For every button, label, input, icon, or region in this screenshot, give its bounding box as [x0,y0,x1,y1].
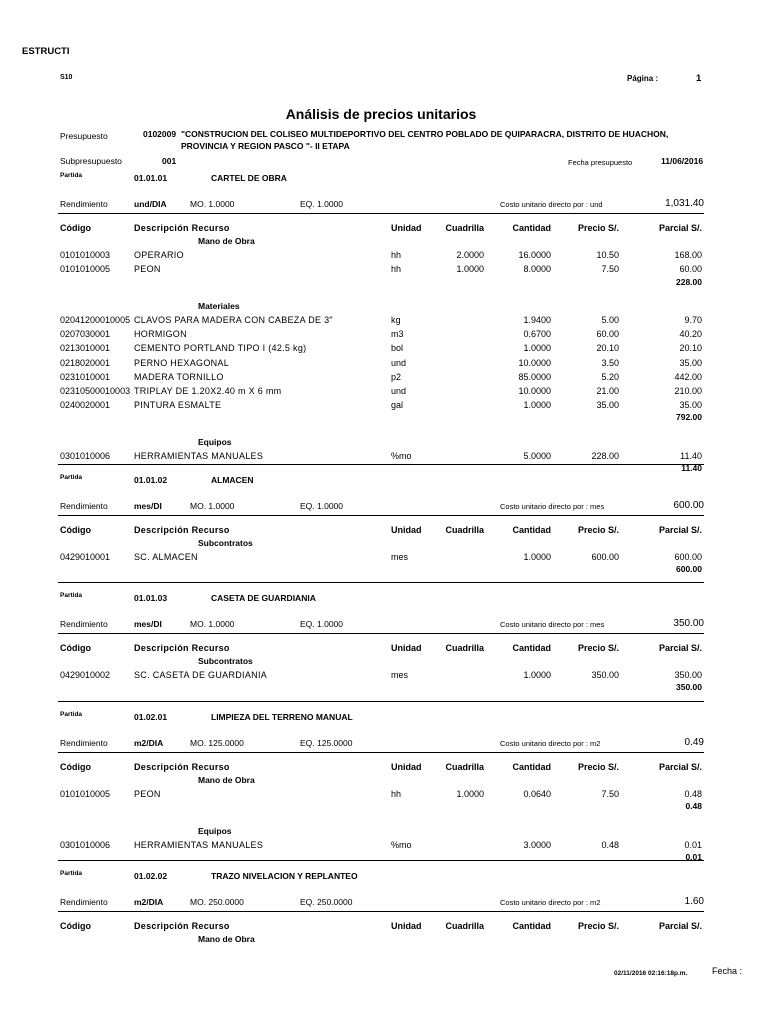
mano-obra-rendimiento: MO. 250.0000 [190,897,244,907]
resource-cantidad: 1.0000 [523,343,551,354]
resource-parcial: 350.00 [674,670,702,681]
resource-code: 0101010005 [60,789,111,800]
resource-description: TRIPLAY DE 1.20X2.40 m X 6 mm [134,386,282,396]
table-row [0,329,768,341]
column-parcial: Parcial S/. [658,762,702,772]
group-title: Mano de Obra [198,775,255,785]
resource-precio: 5.00 [601,315,619,325]
partida-name: CARTEL DE OBRA [211,173,287,183]
resource-code: 0429010002 [60,670,111,681]
resource-cantidad: 0.6700 [523,329,551,340]
costo-unitario-label: Costo unitario directo por : mes [500,620,605,629]
costo-unitario-value: 350.00 [673,618,704,629]
resource-parcial: 0.48 [684,789,702,800]
resource-parcial: 9.70 [684,315,702,325]
column-unidad: Unidad [391,525,422,535]
partida-code: 01.01.03 [134,593,168,603]
resource-parcial: 0.01 [684,839,702,850]
equipo-rendimiento: EQ. 250.0000 [300,897,353,907]
resource-unit: m3 [391,329,404,340]
table-row [0,264,768,276]
column-cuadrilla: Cuadrilla [445,643,484,653]
column-descripcion: Descripción Recurso [134,525,230,535]
resource-cantidad: 1.0000 [523,400,551,411]
column-parcial: Parcial S/. [658,223,702,233]
resource-description: HERRAMIENTAS MANUALES [134,450,264,461]
column-cantidad: Cantidad [512,643,551,653]
resource-unit: %mo [391,450,412,461]
table-row [0,372,768,384]
rendimiento-label: Rendimiento [60,501,108,511]
column-parcial: Parcial S/. [658,921,702,931]
resource-unit: hh [391,789,402,800]
resource-unit: mes [391,670,409,681]
resource-unit: hh [391,250,402,261]
resource-precio: 228.00 [591,450,619,461]
resource-description: OPERARIO [134,250,184,261]
resource-cantidad: 10.0000 [518,357,551,368]
column-precio: Precio S/. [577,921,619,931]
group-subtotal: 0.48 [685,801,702,812]
resource-precio: 7.50 [601,789,619,800]
table-header [0,643,768,655]
resource-code: 0207030001 [60,329,111,340]
divider [58,633,704,634]
rendimiento-unit: und/DIA [134,199,167,209]
fecha-presupuesto-value: 11/06/2016 [661,156,704,166]
resource-cantidad: 1.0000 [523,670,551,681]
partida-code: 01.01.02 [134,475,168,485]
table-header [0,921,768,933]
resource-parcial: 11.40 [680,450,702,461]
column-cantidad: Cantidad [512,921,551,931]
resource-code: 02310500010003 [60,386,131,396]
group-subtotal: 600.00 [676,564,702,575]
resource-cantidad: 16.0000 [518,250,551,261]
resource-cantidad: 1.0000 [523,552,551,563]
rendimiento-label: Rendimiento [60,199,108,209]
resource-cantidad: 5.0000 [523,450,551,461]
rendimiento-label: Rendimiento [60,619,108,629]
group-title: Mano de Obra [198,236,255,246]
resource-description: HERRAMIENTAS MANUALES [134,839,264,850]
equipo-rendimiento: EQ. 1.0000 [300,199,344,209]
group-title: Mano de Obra [198,934,255,944]
divider [58,752,704,753]
table-row [0,358,768,370]
resource-description: CLAVOS PARA MADERA CON CABEZA DE 3" [134,315,333,325]
resource-description: PEON [134,264,161,275]
resource-parcial: 20.10 [679,343,702,354]
resource-code: 0101010003 [60,250,111,261]
resource-code: 0218020001 [60,357,111,368]
s10-label: S10 [60,74,73,81]
resource-code: 0301010006 [60,839,111,850]
presupuesto-code: 0102009 [143,129,177,139]
table-row [0,343,768,355]
column-descripcion: Descripción Recurso [134,921,230,931]
resource-code: 0213010001 [60,343,111,354]
subpresupuesto-code: 001 [162,156,177,166]
column-unidad: Unidad [391,921,422,931]
column-cuadrilla: Cuadrilla [445,762,484,772]
group-title: Subcontratos [198,538,253,548]
resource-precio: 60.00 [596,329,619,340]
mano-obra-rendimiento: MO. 1.0000 [190,199,235,209]
column-precio: Precio S/. [577,223,619,233]
table-row [0,386,768,398]
resource-precio: 0.48 [601,839,619,850]
resource-cuadrilla: 1.0000 [456,789,484,800]
partida-name: CASETA DE GUARDIANIA [211,593,316,603]
presupuesto-line-2: PROVINCIA Y REGION PASCO "- II ETAPA [181,141,350,151]
footer-timestamp: 02/11/2016 02:16:18p.m. [614,970,688,977]
resource-cantidad: 1.9400 [523,315,551,325]
column-codigo: Código [60,223,91,233]
equipo-rendimiento: EQ. 1.0000 [300,501,344,511]
divider [58,213,704,214]
rendimiento-unit: m2/DIA [134,897,164,907]
resource-cantidad: 0.0640 [523,789,551,800]
rendimiento-label: Rendimiento [60,738,108,748]
page-title: Análisis de precios unitarios [285,106,477,122]
table-row [0,552,768,564]
column-cuadrilla: Cuadrilla [445,921,484,931]
resource-precio: 3.50 [601,357,619,368]
presupuesto-label: Presupuesto [60,131,108,141]
subpresupuesto-label: Subpresupuesto [60,156,122,166]
column-precio: Precio S/. [577,525,619,535]
group-subtotal: 792.00 [676,412,702,423]
resource-code: 0101010005 [60,264,111,275]
resource-code: 0429010001 [60,552,111,563]
rendimiento-label: Rendimiento [60,897,108,907]
partida-label: Partida [60,870,83,877]
partida-name: TRAZO NIVELACION Y REPLANTEO [211,871,358,881]
column-codigo: Código [60,762,91,772]
resource-code: 0231010001 [60,371,111,382]
group-title: Subcontratos [198,656,253,666]
resource-precio: 600.00 [591,552,619,563]
group-title: Equipos [198,436,232,447]
fecha-presupuesto-label: Fecha presupuesto [568,158,633,167]
rendimiento-unit: m2/DIA [134,738,164,748]
group-subtotal: 11.40 [681,463,702,473]
resource-cantidad: 8.0000 [523,264,551,275]
column-parcial: Parcial S/. [658,643,702,653]
partida-code: 01.02.02 [134,871,168,881]
resource-cantidad: 3.0000 [523,839,551,850]
resource-precio: 5.20 [601,371,619,382]
resource-precio: 350.00 [591,670,619,681]
resource-unit: und [391,386,407,396]
resource-description: SC. CASETA DE GUARDIANIA [134,670,268,681]
rendimiento-unit: mes/DI [134,619,162,629]
top-left-label: ESTRUCTI [22,46,70,57]
resource-unit: hh [391,264,402,275]
resource-cantidad: 85.0000 [518,371,551,382]
partida-label: Partida [60,592,83,599]
group-subtotal: 350.00 [676,682,702,693]
table-row [0,315,768,327]
resource-unit: gal [391,400,404,411]
column-descripcion: Descripción Recurso [134,643,230,653]
resource-description: SC. ALMACEN [134,552,198,563]
resource-unit: und [391,357,407,368]
resource-precio: 35.00 [596,400,619,411]
column-parcial: Parcial S/. [658,525,702,535]
partida-label: Partida [60,172,83,179]
section-divider [58,860,704,861]
resource-description: PERNO HEXAGONAL [134,357,230,368]
resource-cuadrilla: 2.0000 [456,250,484,261]
resource-description: PINTURA ESMALTE [134,400,222,411]
table-row [0,250,768,262]
equipo-rendimiento: EQ. 1.0000 [300,619,344,629]
page-label: Página : [627,74,659,83]
column-codigo: Código [60,525,91,535]
presupuesto-line-1: "CONSTRUCION DEL COLISEO MULTIDEPORTIVO DEL CENTRO POBLADO DE QUIPARACRA, DISTRITO DE HUACHON, [181,129,669,139]
resource-unit: %mo [391,839,412,850]
footer-fecha-label: Fecha : [712,966,743,976]
resource-parcial: 35.00 [679,357,702,368]
resource-precio: 10.50 [596,250,619,261]
resource-parcial: 60.00 [679,264,702,275]
costo-unitario-value: 1.60 [684,896,704,907]
resource-parcial: 35.00 [679,400,702,411]
mano-obra-rendimiento: MO. 1.0000 [190,619,235,629]
costo-unitario-label: Costo unitario directo por : und [500,200,603,209]
column-cantidad: Cantidad [512,762,551,772]
table-row [0,789,768,801]
resource-parcial: 168.00 [674,250,702,261]
table-header [0,525,768,537]
resource-code: 02041200010005 [60,315,131,325]
page-number: 1 [696,73,702,84]
resource-unit: bol [391,343,404,354]
mano-obra-rendimiento: MO. 125.0000 [190,738,244,748]
resource-parcial: 442.00 [674,371,702,382]
partida-code: 01.01.01 [134,173,168,183]
column-precio: Precio S/. [577,643,619,653]
resource-precio: 20.10 [596,343,619,354]
resource-description: HORMIGON [134,329,187,340]
partida-label: Partida [60,474,83,481]
column-cuadrilla: Cuadrilla [445,223,484,233]
resource-description: MADERA TORNILLO [134,371,224,382]
group-subtotal: 228.00 [676,276,702,287]
column-codigo: Código [60,921,91,931]
group-subtotal: 0.01 [685,852,702,862]
resource-cuadrilla: 1.0000 [456,264,484,275]
table-row [0,400,768,412]
partida-code: 01.02.01 [134,712,168,722]
partida-name: ALMACEN [211,475,254,485]
partida-name: LIMPIEZA DEL TERRENO MANUAL [211,712,353,722]
costo-unitario-value: 1,031.40 [665,198,704,209]
resource-precio: 7.50 [601,264,619,275]
section-divider [58,464,704,465]
partida-label: Partida [60,711,83,718]
section-divider [58,701,704,702]
table-header [0,762,768,774]
costo-unitario-value: 0.49 [684,737,704,748]
resource-parcial: 210.00 [674,386,702,396]
group-title: Equipos [198,825,232,836]
resource-unit: mes [391,552,409,563]
table-row [0,670,768,682]
table-row [0,840,768,852]
column-descripcion: Descripción Recurso [134,762,230,772]
costo-unitario-label: Costo unitario directo por : m2 [500,739,601,748]
costo-unitario-label: Costo unitario directo por : mes [500,502,605,511]
resource-cantidad: 10.0000 [518,386,551,396]
resource-description: PEON [134,789,161,800]
column-precio: Precio S/. [577,762,619,772]
column-cantidad: Cantidad [512,525,551,535]
equipo-rendimiento: EQ. 125.0000 [300,738,353,748]
mano-obra-rendimiento: MO. 1.0000 [190,501,235,511]
section-divider [58,582,704,583]
column-descripcion: Descripción Recurso [134,223,230,233]
rendimiento-unit: mes/DI [134,501,162,511]
column-codigo: Código [60,643,91,653]
column-unidad: Unidad [391,762,422,772]
costo-unitario-label: Costo unitario directo por : m2 [500,898,601,907]
resource-parcial: 40.20 [679,329,702,340]
table-header [0,223,768,235]
resource-code: 0240020001 [60,400,111,411]
resource-code: 0301010006 [60,450,111,461]
resource-unit: kg [391,315,401,325]
divider [58,911,704,912]
table-row [0,451,768,463]
resource-unit: p2 [391,371,402,382]
divider [58,515,704,516]
costo-unitario-value: 600.00 [673,500,704,511]
group-title: Materiales [198,300,240,311]
column-cantidad: Cantidad [512,223,551,233]
resource-description: CEMENTO PORTLAND TIPO I (42.5 kg) [134,343,307,354]
column-unidad: Unidad [391,223,422,233]
column-unidad: Unidad [391,643,422,653]
column-cuadrilla: Cuadrilla [445,525,484,535]
resource-precio: 21.00 [596,386,619,396]
resource-parcial: 600.00 [674,552,702,563]
